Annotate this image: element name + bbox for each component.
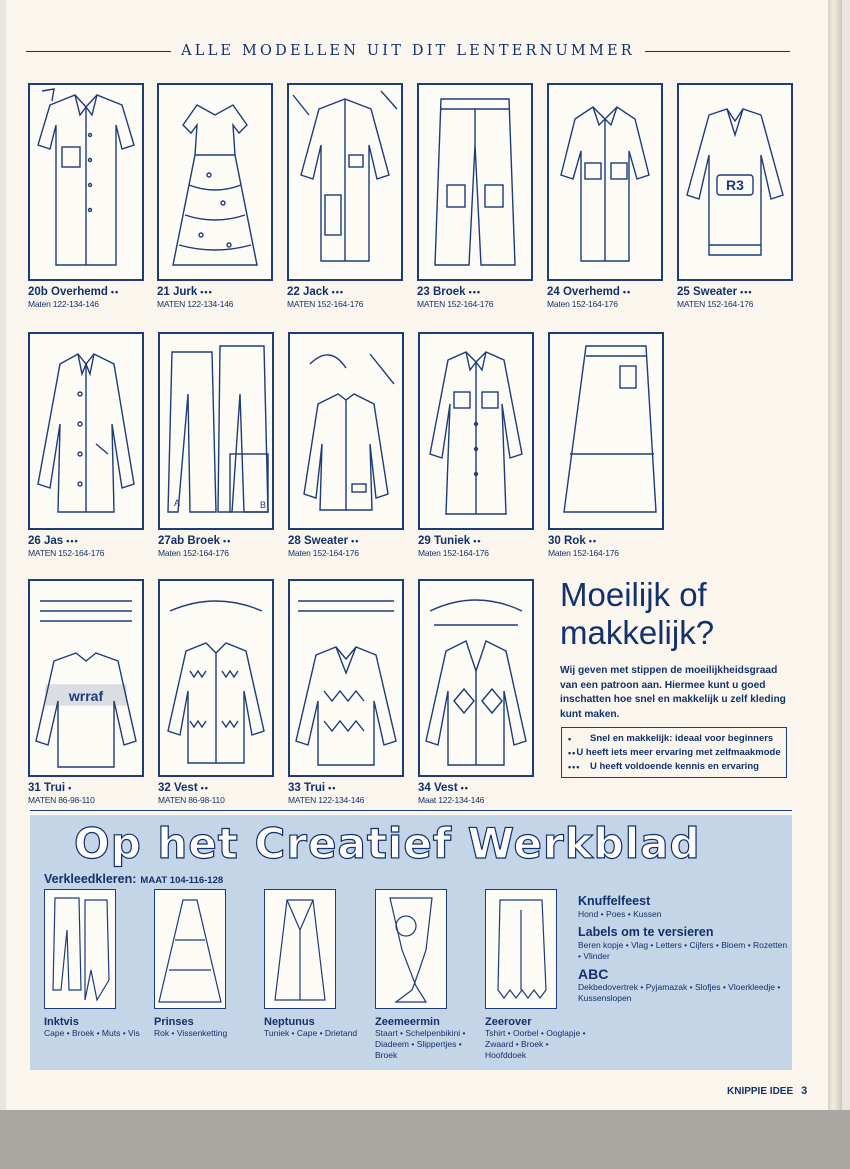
model-card[interactable] xyxy=(547,83,663,309)
model-name: 33 Trui xyxy=(288,782,326,794)
sweater-text: wrraf xyxy=(68,688,104,704)
model-card[interactable] xyxy=(28,83,144,309)
scan-background xyxy=(0,1110,850,1169)
header-rule-right xyxy=(645,51,790,52)
magazine-name: KNIPPIE IDEE xyxy=(727,1086,794,1097)
model-card[interactable] xyxy=(417,83,533,309)
model-card[interactable] xyxy=(287,83,403,309)
difficulty-dots: •• xyxy=(223,536,232,546)
dress-sketch xyxy=(157,83,273,281)
costume-card[interactable] xyxy=(154,889,259,1039)
sweater-sketch xyxy=(677,83,793,281)
model-name: 29 Tuniek xyxy=(418,535,471,547)
model-sizes: MATEN 86-98-110 xyxy=(28,794,95,805)
legend-text: U heeft voldoende kennis en ervaring xyxy=(590,761,759,772)
legend-row xyxy=(568,732,780,746)
page-edge xyxy=(828,0,842,1110)
costume-name: Inktvis xyxy=(44,1016,79,1028)
difficulty-title-line1: Moeilijk of xyxy=(560,576,707,613)
header-rule-left xyxy=(26,51,171,52)
model-card[interactable] xyxy=(157,83,273,309)
model-name: 34 Vest xyxy=(418,782,458,794)
costume-name: Zeerover xyxy=(485,1016,532,1028)
model-sizes: MATEN 86-98-110 xyxy=(158,794,225,805)
costumes-heading xyxy=(44,872,223,886)
knit-cardigan-sketch xyxy=(418,579,534,777)
page-footer xyxy=(727,1085,807,1097)
difficulty-dots: •• xyxy=(588,536,598,546)
section-divider xyxy=(30,810,792,811)
difficulty-dots: •• xyxy=(110,287,120,297)
costume-items: Staart • Schelpenbikini • Diadeem • Slippertjes • Broek xyxy=(375,1028,466,1060)
model-name: 30 Rok xyxy=(548,535,586,547)
model-card[interactable] xyxy=(288,579,404,805)
model-sizes: Maten 122-134-146 xyxy=(28,298,99,309)
model-name: 27ab Broek xyxy=(158,535,221,547)
workbook-extras xyxy=(578,889,788,1004)
costume-sketch xyxy=(375,889,447,1009)
extra-title: Knuffelfeest xyxy=(578,894,651,908)
variant-label-a: A xyxy=(174,498,181,508)
costume-card[interactable] xyxy=(375,889,480,1061)
legend-dots: • xyxy=(568,734,573,744)
model-card[interactable] xyxy=(158,332,274,558)
legend-dots: •• xyxy=(568,748,577,758)
model-name: 28 Sweater xyxy=(288,535,349,547)
model-name: 24 Overhemd xyxy=(547,286,620,298)
model-sizes: MATEN 152-164-176 xyxy=(28,547,105,558)
model-sizes: Maten 152-164-176 xyxy=(288,547,359,558)
knit-sweater-sketch xyxy=(288,579,404,777)
sweater-logo: R3 xyxy=(726,177,744,193)
trousers-sketch xyxy=(417,83,533,281)
costume-name: Zeemeermin xyxy=(375,1016,440,1028)
model-name: 32 Vest xyxy=(158,782,198,794)
model-sizes: MATEN 122-134-146 xyxy=(288,794,365,805)
difficulty-dots: ••• xyxy=(468,287,482,297)
legend-dots: ••• xyxy=(568,762,581,772)
model-sizes: Maten 152-164-176 xyxy=(548,547,619,558)
costumes-sizes: MAAT 104-116-128 xyxy=(140,875,224,886)
costume-sketch xyxy=(264,889,336,1009)
difficulty-dots: •• xyxy=(328,783,337,793)
model-card[interactable] xyxy=(158,579,274,805)
costume-items: Cape • Broek • Muts • Vis xyxy=(44,1028,140,1038)
model-sizes: Maten 152-164-176 xyxy=(418,547,489,558)
costume-items: Tuniek • Cape • Drietand xyxy=(264,1028,358,1038)
shirt-sketch xyxy=(547,83,663,281)
costume-card[interactable] xyxy=(44,889,149,1039)
knit-sweater-sketch xyxy=(28,579,144,777)
difficulty-dots: •• xyxy=(351,536,360,546)
model-card[interactable] xyxy=(418,579,534,805)
model-sizes: MATEN 152-164-176 xyxy=(417,298,494,309)
costumes-heading-label: Verkleedkleren: xyxy=(44,872,137,886)
model-sizes: Maten 152-164-176 xyxy=(547,298,618,309)
difficulty-dots: ••• xyxy=(66,536,79,546)
costume-card[interactable] xyxy=(485,889,590,1061)
shirt-sketch xyxy=(28,83,144,281)
model-card[interactable] xyxy=(28,332,144,558)
costume-card[interactable] xyxy=(264,889,369,1039)
extra-title: ABC xyxy=(578,966,609,982)
model-name: 20b Overhemd xyxy=(28,286,108,298)
tunic-sketch xyxy=(418,332,534,530)
model-card[interactable] xyxy=(288,332,404,558)
difficulty-dots: ••• xyxy=(200,287,213,297)
costume-sketch xyxy=(154,889,226,1009)
model-sizes: Maat 122-134-146 xyxy=(418,794,485,805)
costume-items: Rok • Vissenketting xyxy=(154,1028,228,1038)
legend-row xyxy=(568,760,780,774)
skirt-sketch xyxy=(548,332,664,530)
model-card[interactable] xyxy=(677,83,793,309)
model-name: 21 Jurk xyxy=(157,286,198,298)
model-sizes: MATEN 152-164-176 xyxy=(677,298,754,309)
legend-text: Snel en makkelijk: ideaal voor beginners xyxy=(590,733,774,744)
extra-items: Hond • Poes • Kussen xyxy=(578,909,662,919)
page-title: ALLE MODELLEN UIT DIT LENTERNUMMER xyxy=(181,43,635,59)
trousers-sketch xyxy=(158,332,274,530)
model-card[interactable] xyxy=(418,332,534,558)
difficulty-dots: •• xyxy=(460,783,469,793)
model-name: 23 Broek xyxy=(417,286,466,298)
page-number: 3 xyxy=(801,1085,808,1097)
coat-sketch xyxy=(28,332,144,530)
workbook-title: Op het Creatief Werkblad xyxy=(74,819,701,868)
model-card[interactable] xyxy=(28,579,144,805)
extra-items: Beren kopje • Vlag • Letters • Cijfers • Bloem • Rozetten • Vlinder xyxy=(578,940,788,961)
legend-text: U heeft iets meer ervaring met zelfmaakmode xyxy=(576,747,781,758)
knit-cardigan-sketch xyxy=(158,579,274,777)
difficulty-dots: •• xyxy=(622,287,632,297)
extra-items: Dekbedovertrek • Pyjamazak • Slofjes • Vloerkleedje • Kussenslopen xyxy=(578,982,781,1003)
model-name: 26 Jas xyxy=(28,535,64,547)
model-name: 25 Sweater xyxy=(677,286,738,298)
model-card[interactable] xyxy=(548,332,664,558)
difficulty-intro: Wij geven met stippen de moeilijkheidsgraad van een patroon aan. Hiermee kunt u goed inschatten hoe snel en makkelijk u zelf kleding kunt maken. xyxy=(560,665,786,720)
model-name: 22 Jack xyxy=(287,286,329,298)
creative-workbook-panel xyxy=(30,815,792,1070)
difficulty-info xyxy=(560,576,790,722)
extra-title: Labels om te versieren xyxy=(578,925,714,939)
sweater-sketch xyxy=(288,332,404,530)
difficulty-title-line2: makkelijk? xyxy=(560,614,715,651)
costume-sketch xyxy=(44,889,116,1009)
costume-sketch xyxy=(485,889,557,1009)
costume-name: Neptunus xyxy=(264,1016,315,1028)
legend-row xyxy=(568,746,780,760)
difficulty-dots: •• xyxy=(200,783,209,793)
difficulty-dots: ••• xyxy=(740,287,753,297)
model-sizes: Maten 152-164-176 xyxy=(158,547,229,558)
page-header xyxy=(26,40,790,62)
difficulty-dots: • xyxy=(68,783,73,793)
difficulty-dots: •• xyxy=(473,536,482,546)
jacket-sketch xyxy=(287,83,403,281)
model-sizes: MATEN 122-134-146 xyxy=(157,298,234,309)
costume-items: Tshirt • Oorbel • Ooglapje • Zwaard • Broek • Hoofddoek xyxy=(485,1028,586,1060)
variant-label-b: B xyxy=(260,500,267,510)
difficulty-dots: ••• xyxy=(331,287,345,297)
difficulty-legend xyxy=(561,727,787,778)
model-sizes: MATEN 152-164-176 xyxy=(287,298,364,309)
costume-name: Prinses xyxy=(154,1016,194,1028)
model-name: 31 Trui xyxy=(28,782,66,794)
